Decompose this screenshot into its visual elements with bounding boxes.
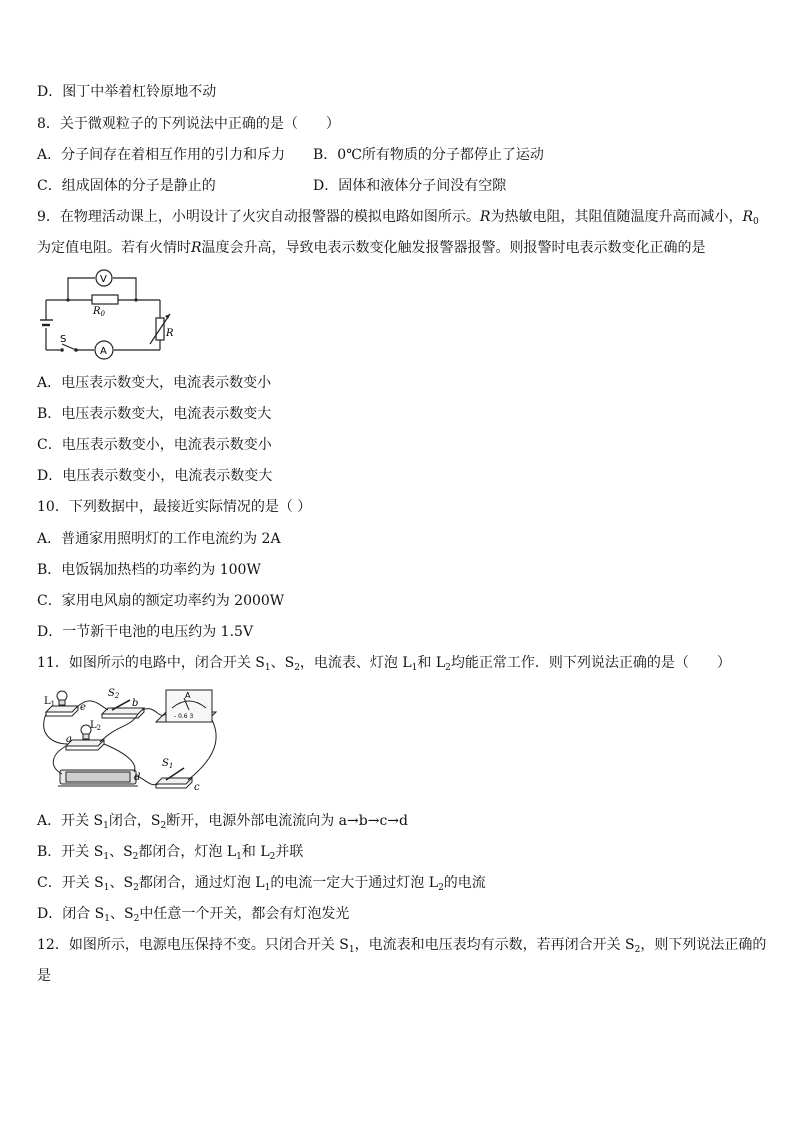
q11-option-b (37, 842, 303, 862)
l2-label-text: L (90, 720, 97, 731)
q11-sub: 1 (264, 883, 271, 893)
voltmeter-label: V (100, 274, 107, 285)
s1-label-sub: 1 (168, 762, 174, 770)
q11-option-text: 并联 (275, 844, 304, 860)
q11-option-text: B．开关 S (37, 844, 104, 860)
q9-stem-text: 9．在物理活动课上，小明设计了火灾自动报警器的模拟电路如图所示。 (37, 209, 480, 225)
q11-stem (37, 653, 731, 673)
q8-option-c: C．组成固体的分子是静止的 (37, 178, 216, 194)
node-d-label: d (134, 772, 141, 783)
q11-option-text: 、S (109, 844, 133, 860)
q11-option-text: D．闭合 S (37, 906, 105, 922)
q8-option-d: D．固体和液体分子间没有空隙 (313, 178, 507, 194)
meter-letter: A (185, 691, 191, 700)
q11-option-d (37, 904, 349, 924)
l1-label (44, 696, 55, 708)
q11-sub: 2 (133, 883, 139, 893)
q10-stem: 10．下列数据中，最接近实际情况的是（ ） (37, 499, 312, 515)
q12-stem-line1 (37, 935, 766, 955)
s1-label-text: S (162, 758, 169, 769)
q8-stem: 8．关于微观粒子的下列说法中正确的是（ ） (37, 116, 340, 132)
s2-label-text: S (108, 688, 115, 699)
q9-circuit-diagram (40, 264, 180, 364)
q10-option-d: D．一节新干电池的电压约为 1.5V (37, 624, 254, 640)
q11-sub: 1 (411, 663, 418, 673)
q11-sub: 2 (438, 883, 444, 893)
q11-stem-text: 、S (270, 655, 295, 671)
q11-sub: 1 (236, 852, 242, 862)
q10-option-b: B．电饭锅加热档的功率约为 100W (37, 562, 261, 578)
q11-circuit-picture (38, 684, 228, 796)
q9-option-d: D．电压表示数变小，电流表示数变大 (37, 468, 273, 484)
q11-option-text: 的电流 (443, 875, 486, 891)
q9-stem-text: 为定值电阻。若有火情时 (37, 240, 191, 256)
q12-sub: 2 (634, 945, 641, 955)
switch-label: S (60, 334, 67, 345)
q11-sub: 1 (104, 914, 110, 924)
q11-sub: 2 (445, 663, 451, 673)
q9-stem-r: R (479, 209, 491, 225)
q12-stem-line2: 是 (37, 968, 51, 984)
q11-option-text: 闭合，S (108, 813, 161, 829)
s2-label-sub: 2 (114, 692, 120, 700)
q11-option-text: 的电流一定大于通过灯泡 L (270, 875, 439, 891)
q11-sub: 1 (103, 883, 110, 893)
q11-sub: 2 (269, 852, 276, 862)
q10-option-a: A．普通家用照明灯的工作电流约为 2A (37, 531, 281, 547)
q9-stem-text: 温度会升高，导致电表示数变化触发报警器报警。则报警时电表示数变化正确的是 (201, 240, 706, 256)
r0-label (92, 306, 106, 318)
resistor-r0-icon (92, 295, 118, 304)
q11-option-text: 都闭合，灯泡 L (138, 844, 237, 860)
q11-sub: 1 (103, 821, 109, 831)
node-c-label: c (194, 782, 200, 793)
q11-option-text: C．开关 S (37, 875, 104, 891)
q11-sub: 1 (103, 852, 110, 862)
q11-sub: 2 (133, 914, 140, 924)
s2-label (108, 688, 120, 700)
q9-stem-text: 为热敏电阻，其阻值随温度升高而减小， (490, 209, 743, 225)
q11-option-text: 、S (109, 875, 134, 891)
l1-label-text: L (44, 696, 51, 707)
q11-option-a (37, 811, 408, 831)
q8-option-b: B．0℃所有物质的分子都停止了运动 (313, 147, 544, 163)
node-b-label: b (132, 698, 139, 709)
q9-stem-r: R (191, 240, 202, 256)
q9-stem-line2 (37, 238, 706, 258)
q11-option-text: 、S (110, 906, 134, 922)
q11-sub: 2 (132, 852, 139, 862)
q9-option-b: B．电压表示数变大，电流表示数变大 (37, 406, 272, 422)
meter-scale: - 0.6 3 (174, 713, 194, 720)
q9-stem-r0-sub: 0 (753, 217, 759, 227)
q9-stem-r0: R (742, 209, 753, 225)
q11-sub: 2 (160, 821, 167, 831)
q11-sub: 1 (264, 663, 271, 673)
q11-option-text: 中任意一个开关，都会有灯泡发光 (139, 906, 350, 922)
q11-stem-text: 11．如图所示的电路中，闭合开关 S (37, 655, 265, 671)
q11-option-text: A．开关 S (37, 813, 104, 829)
q12-stem-text: 12．如图所示，电源电压保持不变。只闭合开关 S (37, 937, 349, 953)
r0-label-sub: 0 (100, 310, 105, 318)
q12-stem-text: ，则下列说法正确的 (640, 937, 767, 953)
l2-label-sub: 2 (96, 724, 102, 732)
r0-label-text: R (93, 306, 101, 317)
s1-label (162, 758, 173, 770)
l1-label-sub: 1 (50, 700, 56, 708)
q11-option-text: 和 L (241, 844, 270, 860)
q8-option-a: A．分子间存在着相互作用的引力和斥力 (37, 147, 286, 163)
q11-stem-text: ，电流表、灯泡 L (299, 655, 412, 671)
node-a-label: a (66, 734, 72, 745)
q11-stem-text: 和 L (417, 655, 446, 671)
q11-option-text: 断开，电源外部电流流向为 a→b→c→d (166, 813, 408, 829)
q12-sub: 1 (348, 945, 355, 955)
q11-sub: 2 (294, 663, 300, 673)
q10-option-c: C．家用电风扇的额定功率约为 2000W (37, 593, 285, 609)
r-label: R (166, 328, 174, 339)
ammeter-label: A (100, 346, 107, 357)
q9-stem-line1 (37, 207, 759, 227)
q11-stem-text: 均能正常工作．则下列说法正确的是（ ） (450, 655, 731, 671)
q9-option-a: A．电压表示数变大，电流表示数变小 (37, 375, 272, 391)
q7-option-d: D．图丁中举着杠铃原地不动 (37, 84, 217, 100)
node-e-label: e (80, 702, 86, 713)
q12-stem-text: ，电流表和电压表均有示数，若再闭合开关 S (354, 937, 635, 953)
q11-option-text: 都闭合，通过灯泡 L (138, 875, 265, 891)
q9-option-c: C．电压表示数变小，电流表示数变小 (37, 437, 272, 453)
q11-option-c (37, 873, 486, 893)
l2-label (90, 720, 101, 732)
